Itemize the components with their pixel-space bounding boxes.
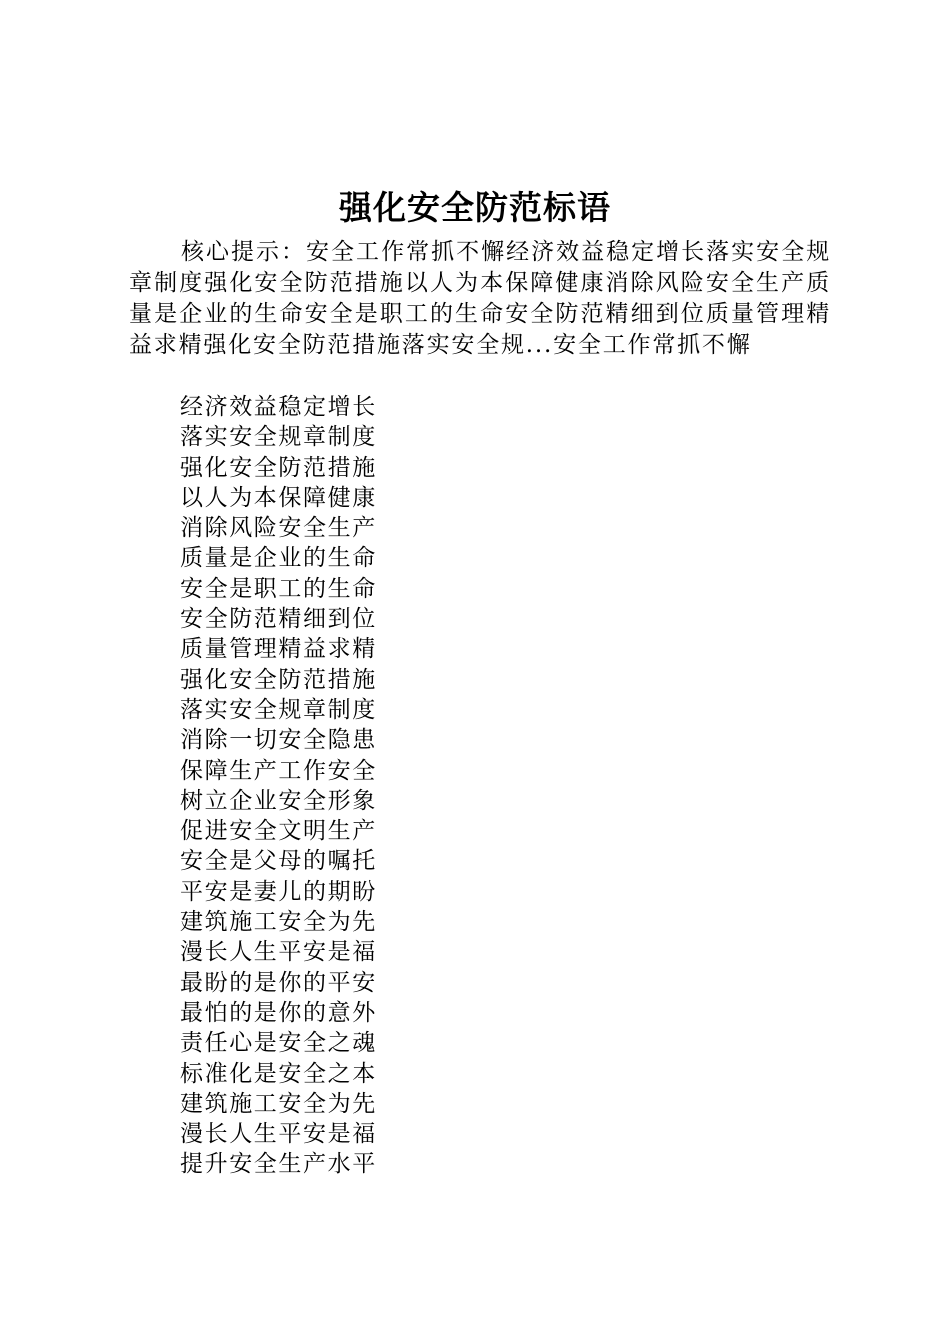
slogan-line: 平安是妻儿的期盼 [180, 878, 377, 905]
slogan-line: 建筑施工安全为先 [180, 1090, 377, 1117]
slogan-line: 责任心是安全之魂 [180, 1030, 377, 1057]
slogan-line: 提升安全生产水平 [180, 1151, 377, 1178]
summary-label: 核心提示： [181, 239, 307, 265]
slogan-line: 漫长人生平安是福 [180, 1121, 377, 1148]
slogan-line: 经济效益稳定增长 [180, 394, 377, 420]
slogan-line: 最盼的是你的平安 [180, 969, 377, 996]
slogan-line: 以人为本保障健康 [180, 484, 377, 511]
slogan-line: 质量是企业的生命 [180, 545, 377, 572]
slogan-line: 落实安全规章制度 [180, 424, 377, 451]
slogan-line: 树立企业安全形象 [180, 787, 377, 814]
slogan-line: 最怕的是你的意外 [180, 999, 377, 1026]
summary-paragraph [129, 237, 831, 361]
slogan-line: 安全是父母的嘱托 [180, 848, 377, 875]
summary-text: 安全工作常抓不懈经济效益稳定增长落实安全规章制度强化安全防范措施以人为本保障健康消除风险安全生产质量是企业的生命安全是职工的生命安全防范精细到位质量管理精益求精强化安全防范措施落实安全规...安全工作常抓不懈 [129, 239, 831, 358]
slogan-line: 质量管理精益求精 [180, 636, 377, 663]
document-title: 强化安全防范标语 [339, 188, 611, 227]
slogan-line: 强化安全防范措施 [180, 666, 377, 693]
slogan-line: 落实安全规章制度 [180, 696, 377, 723]
slogan-line: 漫长人生平安是福 [180, 939, 377, 966]
slogan-list [180, 392, 377, 1180]
slogan-line: 保障生产工作安全 [180, 757, 377, 784]
slogan-line: 安全防范精细到位 [180, 606, 377, 633]
slogan-line: 建筑施工安全为先 [180, 909, 377, 936]
slogan-line: 强化安全防范措施 [180, 454, 377, 481]
slogan-line: 消除风险安全生产 [180, 515, 377, 542]
slogan-line: 消除一切安全隐患 [180, 727, 377, 754]
slogan-line: 安全是职工的生命 [180, 575, 377, 602]
slogan-line: 标准化是安全之本 [180, 1060, 377, 1087]
slogan-line: 促进安全文明生产 [180, 818, 377, 845]
